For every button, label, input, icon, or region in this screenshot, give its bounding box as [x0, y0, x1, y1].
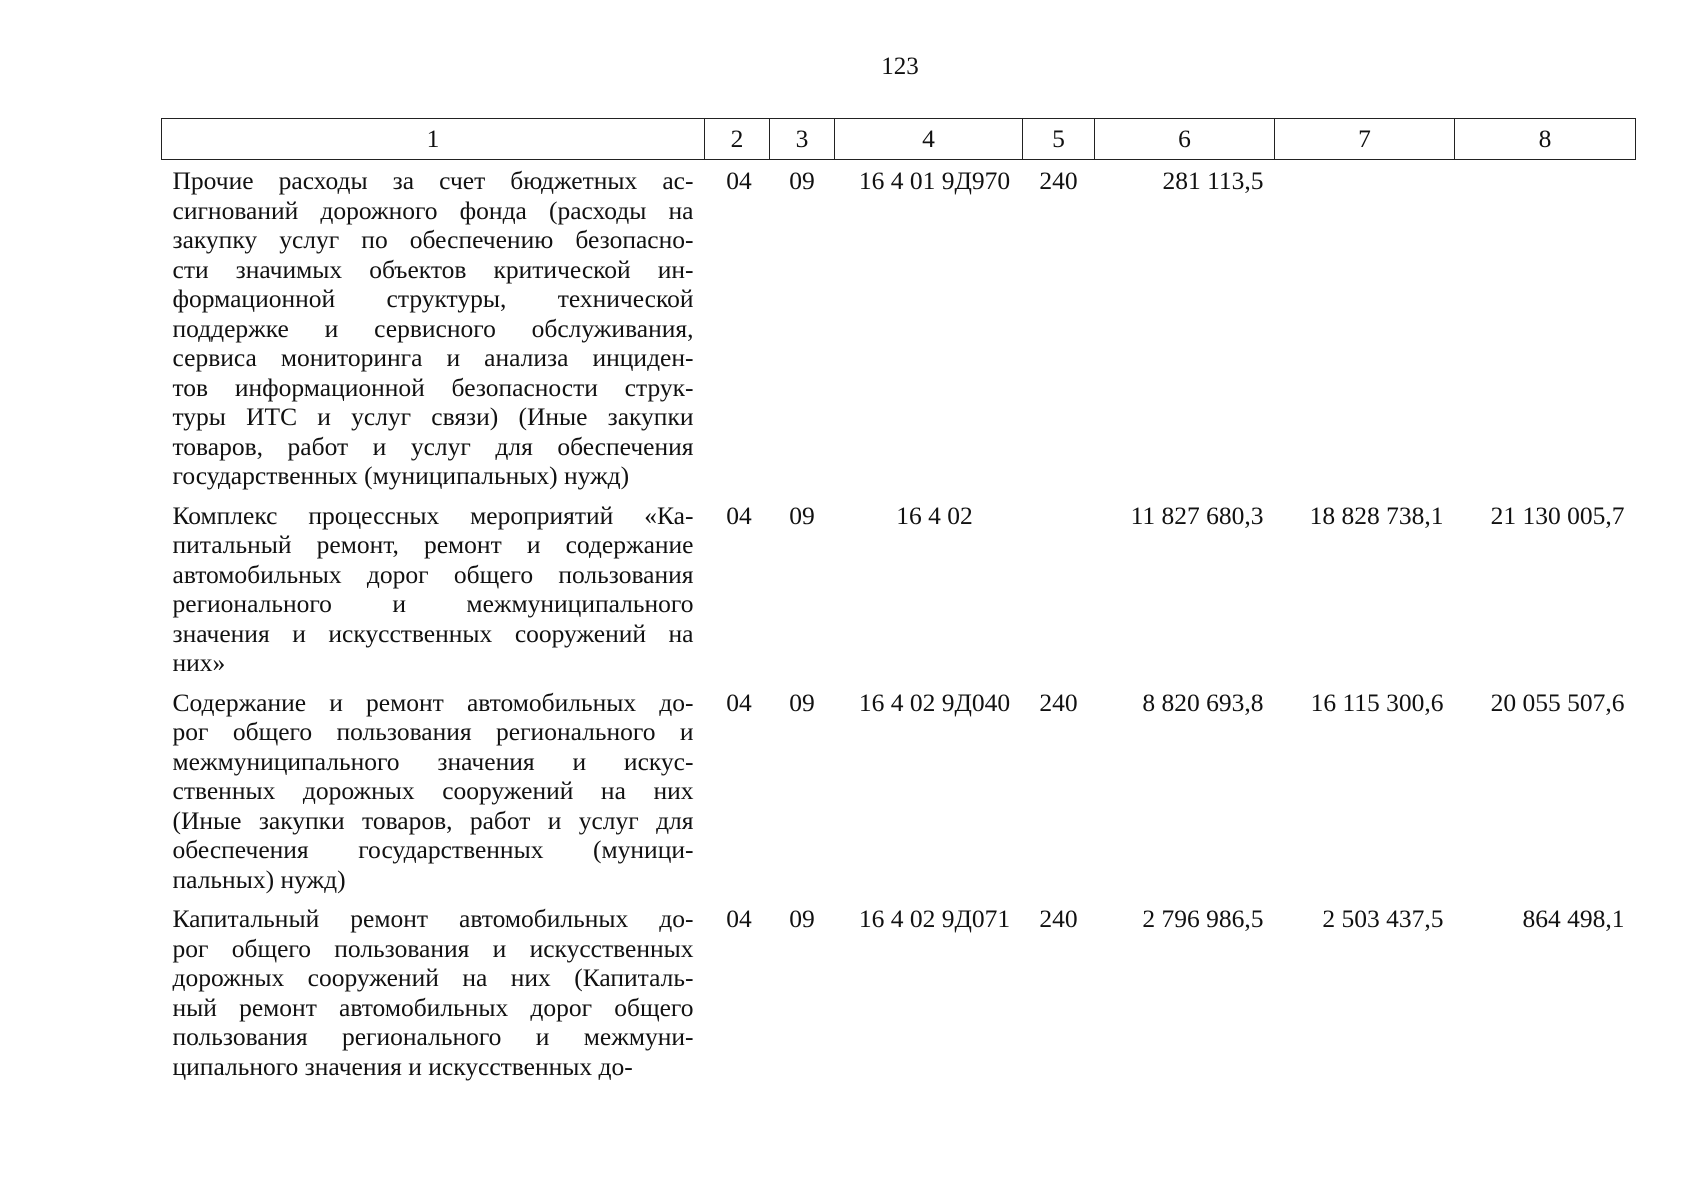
column-header: 6 — [1095, 119, 1275, 160]
cell-subsection: 09 — [789, 904, 815, 933]
column-header: 8 — [1455, 119, 1636, 160]
expense-name-line: обеспечения государственных (муници- — [172, 835, 694, 864]
expense-name-line: сти значимых объектов критической ин- — [172, 254, 694, 284]
cell-expense-name — [162, 898, 705, 1085]
cell-amount-2: 16 115 300,6 — [1310, 687, 1444, 717]
cell-expense-name — [162, 160, 705, 495]
cell-amount-2: 2 503 437,5 — [1322, 904, 1444, 933]
cell-expense-type: 240 — [1039, 687, 1078, 717]
table-row — [162, 495, 1636, 682]
expense-name-line: них» — [172, 648, 226, 677]
cell-subsection: 09 — [789, 500, 815, 530]
cell-target-article: 16 4 01 9Д970 — [858, 166, 1011, 195]
expense-name-line: ный ремонт автомобильных дорог общего — [172, 992, 694, 1022]
expense-name-line: рог общего пользования регионального и — [172, 717, 694, 746]
cell-amount-3 — [1455, 160, 1636, 495]
cell-amount-1: 8 820 693,8 — [1142, 687, 1264, 717]
cell-amount-1: 281 113,5 — [1162, 166, 1264, 195]
cell-section: 04 — [726, 500, 752, 530]
expense-name-line: межмуниципального значения и искус- — [172, 746, 694, 776]
table-header-row — [162, 119, 1636, 160]
expense-name-line: туры ИТС и услуг связи) (Иные закупки — [172, 402, 694, 431]
cell-section: 04 — [726, 687, 752, 717]
column-header: 4 — [835, 119, 1023, 160]
cell-amount-1: 2 796 986,5 — [1142, 904, 1264, 933]
cell-expense-name — [162, 495, 705, 682]
cell-section: 04 — [726, 166, 752, 195]
column-header: 5 — [1023, 119, 1095, 160]
cell-section: 04 — [726, 904, 752, 933]
expense-name-line: значения и искусственных сооружений на — [172, 618, 694, 648]
expense-name-line: сервиса мониторинга и анализа инциден- — [172, 343, 694, 372]
cell-amount-3: 21 130 005,7 — [1490, 500, 1625, 530]
expense-name-line: дорожных сооружений на них (Капиталь- — [172, 963, 694, 992]
expense-name-line: Содержание и ремонт автомобильных до- — [172, 687, 694, 717]
cell-expense-type: 240 — [1039, 166, 1078, 195]
cell-expense-type — [1023, 495, 1095, 682]
cell-amount-2 — [1275, 160, 1455, 495]
expense-name-line: поддержке и сервисного обслуживания, — [172, 313, 694, 343]
cell-amount-2: 18 828 738,1 — [1309, 500, 1444, 530]
cell-amount-3: 20 055 507,6 — [1490, 687, 1625, 717]
cell-target-article: 16 4 02 9Д040 — [858, 687, 1011, 717]
cell-amount-1: 11 827 680,3 — [1130, 500, 1264, 530]
expense-name-line: закупку услуг по обеспечению безопасно- — [172, 225, 694, 254]
expense-name-line: Капитальный ремонт автомобильных до- — [172, 904, 694, 933]
expense-name-line: пользования регионального и межмуни- — [172, 1022, 694, 1051]
expense-name-line: (Иные закупки товаров, работ и услуг для — [172, 805, 694, 835]
column-header: 1 — [162, 119, 705, 160]
expense-name-line: ственных дорожных сооружений на них — [172, 776, 694, 805]
cell-expense-type: 240 — [1039, 904, 1078, 933]
table-row — [162, 160, 1636, 495]
expense-name-line: сигнований дорожного фонда (расходы на — [172, 195, 694, 225]
cell-subsection: 09 — [789, 166, 815, 195]
table-row — [162, 682, 1636, 899]
cell-subsection: 09 — [789, 687, 815, 717]
expense-name-line: формационной структуры, технической — [172, 284, 694, 313]
column-header: 3 — [770, 119, 835, 160]
column-header: 7 — [1275, 119, 1455, 160]
table-row — [162, 898, 1636, 1085]
expense-name-line: Прочие расходы за счет бюджетных ас- — [172, 166, 694, 195]
expense-name-line: ципального значения и искусственных до- — [172, 1051, 633, 1081]
expense-name-line: тов информационной безопасности струк- — [172, 372, 694, 402]
expense-name-line: пальных) нужд) — [172, 864, 346, 894]
expense-name-line: регионального и межмуниципального — [172, 589, 694, 618]
cell-amount-3: 864 498,1 — [1522, 904, 1625, 933]
expense-name-line: рог общего пользования и искусственных — [172, 933, 694, 963]
page-number: 123 — [881, 53, 919, 80]
expense-name-line: Комплекс процессных мероприятий «Ка- — [172, 500, 694, 530]
cell-target-article: 16 4 02 — [896, 500, 973, 530]
expense-name-line: государственных (муниципальных) нужд) — [172, 461, 630, 490]
table-body — [162, 160, 1636, 1086]
cell-expense-name — [162, 682, 705, 899]
budget-table — [161, 118, 1636, 1085]
expense-name-line: питальный ремонт, ремонт и содержание — [172, 530, 694, 559]
expense-name-line: товаров, работ и услуг для обеспечения — [172, 431, 694, 461]
column-header: 2 — [705, 119, 770, 160]
expense-name-line: автомобильных дорог общего пользования — [172, 559, 694, 589]
cell-target-article: 16 4 02 9Д071 — [858, 904, 1011, 933]
